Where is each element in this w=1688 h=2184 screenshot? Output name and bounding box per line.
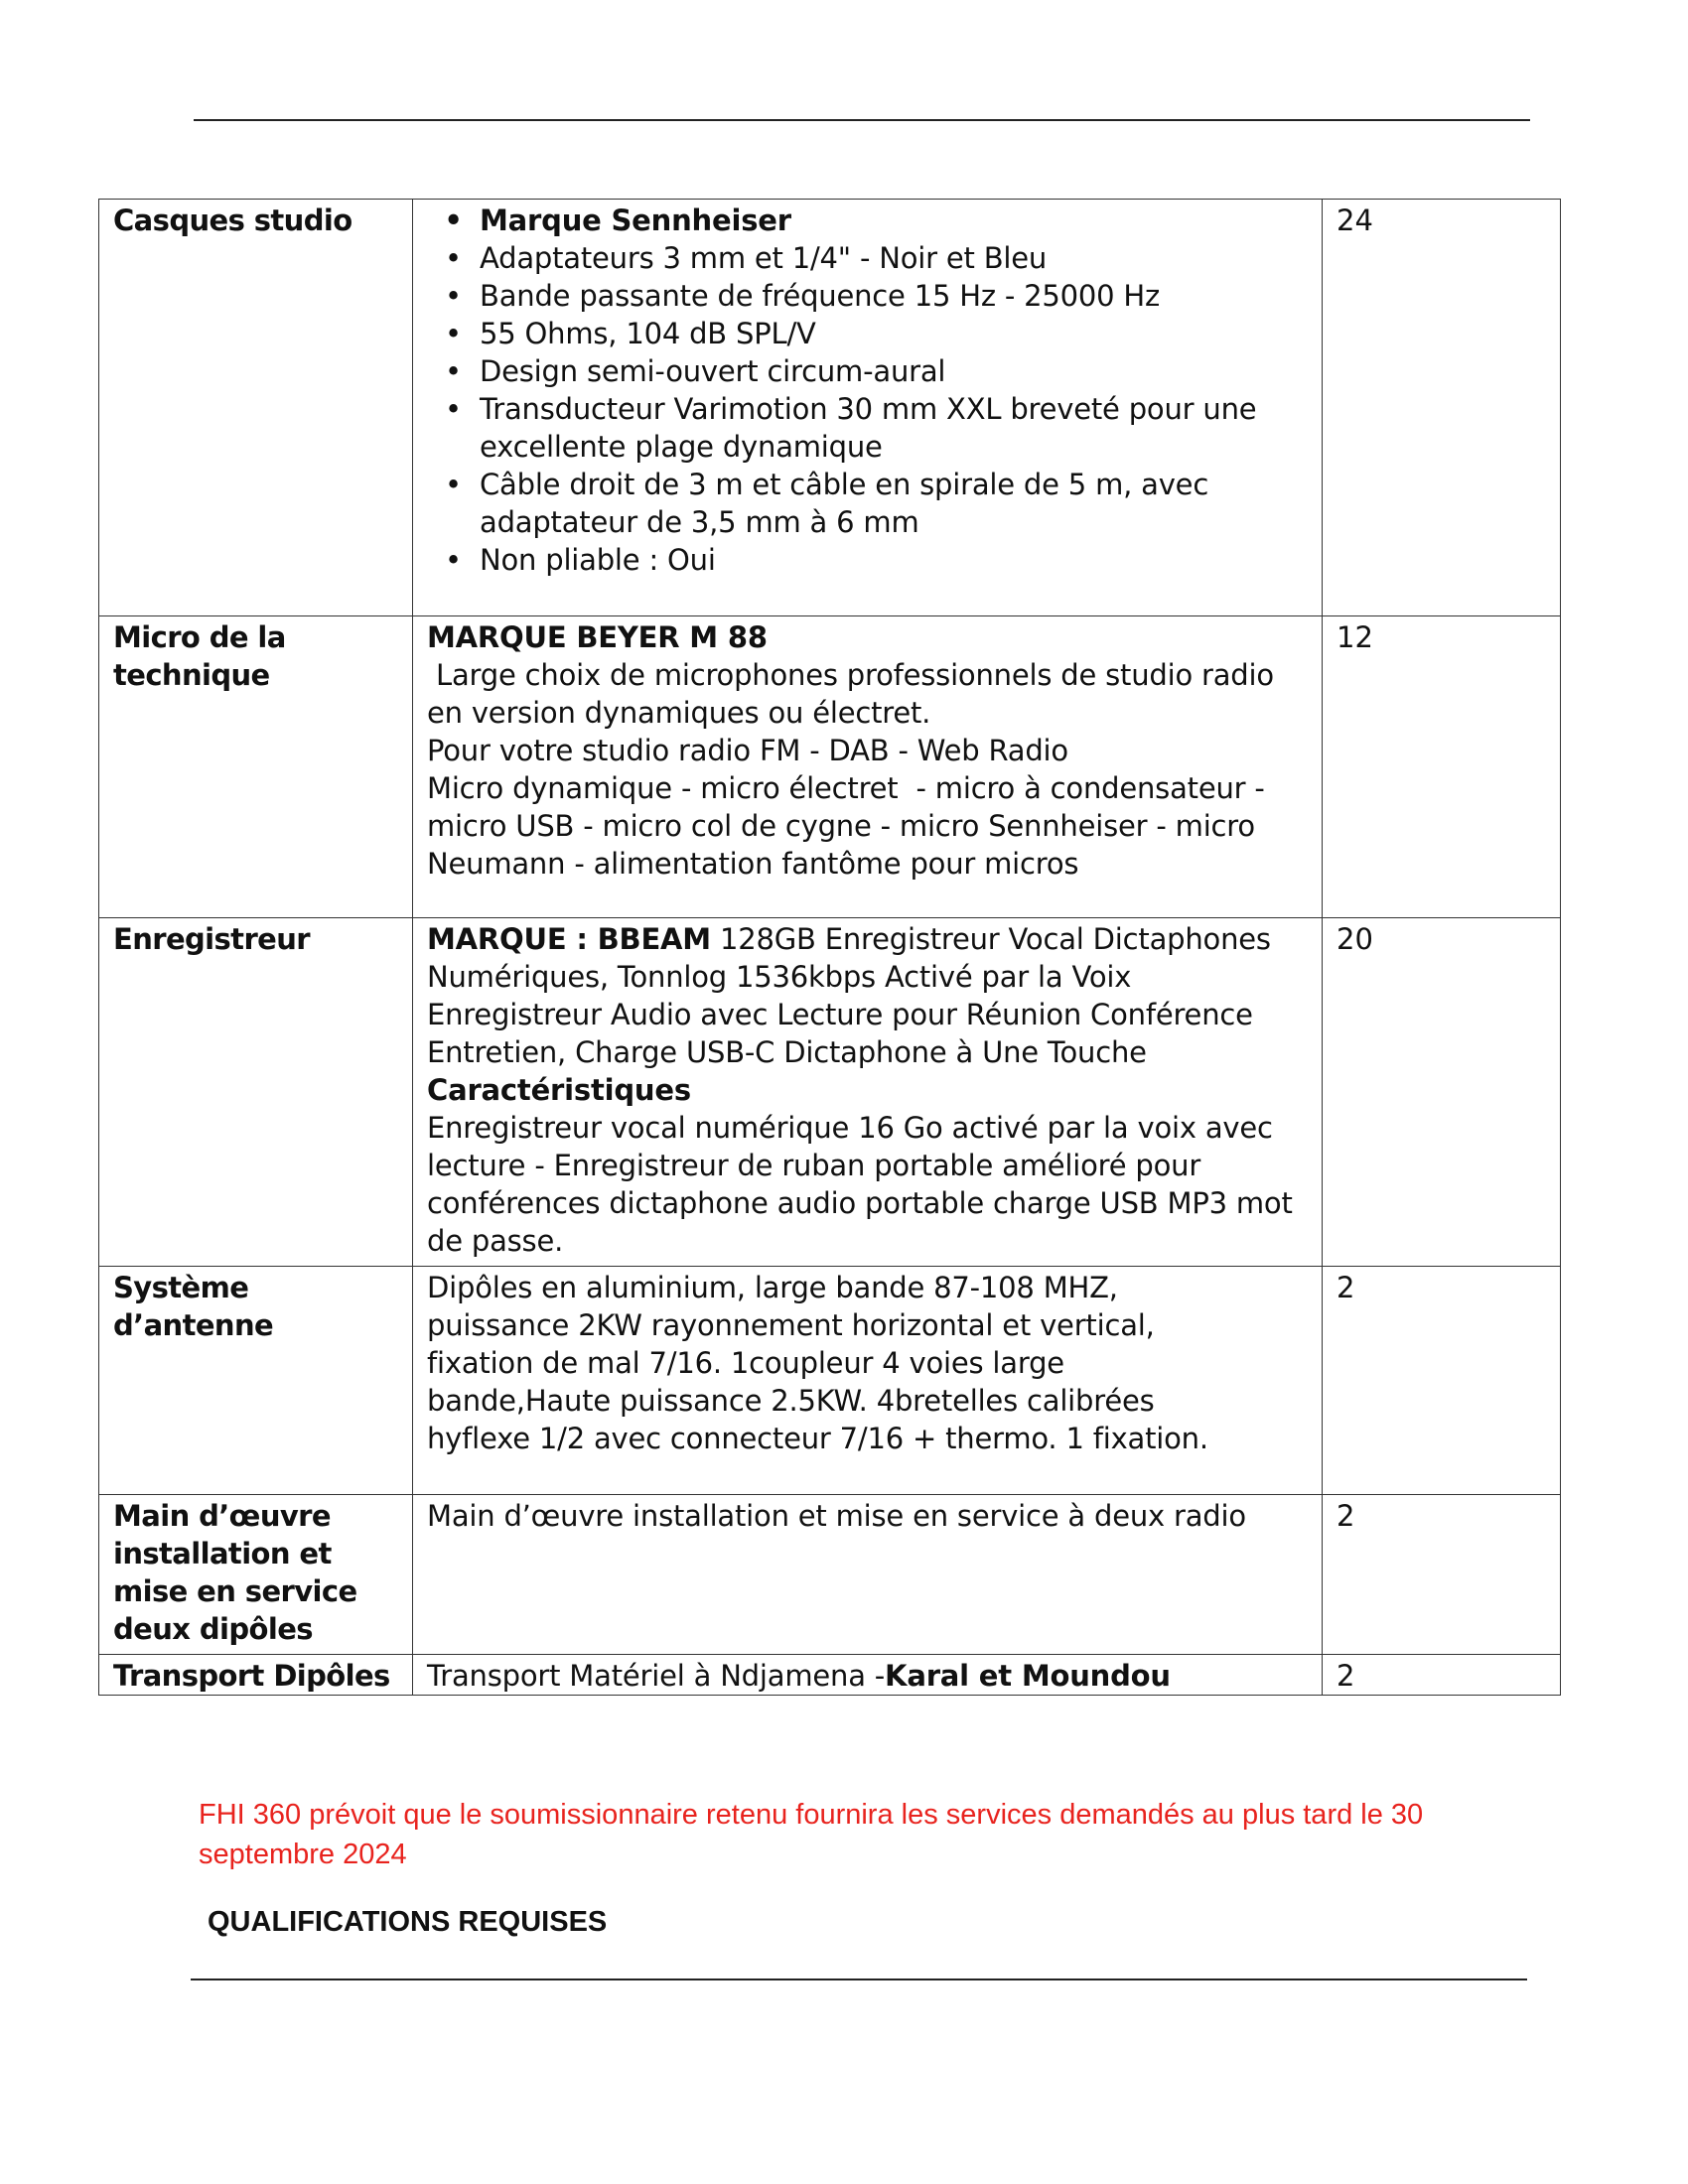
footer-rule bbox=[191, 1979, 1527, 1980]
list-item: • 55 Ohms, 104 dB SPL/V bbox=[480, 315, 1308, 352]
item-cell: Micro de la technique bbox=[99, 616, 413, 918]
description-text: hyflexe 1/2 avec connecteur 7/16 + thermo. 1 fixation. bbox=[427, 1422, 1208, 1455]
header-rule bbox=[194, 119, 1530, 121]
item-cell: Système d’antenne bbox=[99, 1267, 413, 1495]
item-cell: Transport Dipôles bbox=[99, 1655, 413, 1696]
list-item: • Transducteur Varimotion 30 mm XXL breveté pour une excellente plage dynamique bbox=[480, 390, 1308, 466]
description-text: Transport Matériel à Ndjamena - bbox=[427, 1659, 886, 1693]
list-item: • Marque Sennheiser bbox=[480, 202, 1308, 239]
quantity-cell: 20 bbox=[1323, 918, 1561, 1267]
quantity-cell: 24 bbox=[1323, 200, 1561, 616]
list-item: • Adaptateurs 3 mm et 1/4" - Noir et Bleu bbox=[480, 239, 1308, 277]
quantity-cell: 2 bbox=[1323, 1655, 1561, 1696]
item-cell: Casques studio bbox=[99, 200, 413, 616]
item-label: Main d’œuvre bbox=[113, 1499, 331, 1533]
item-cell bbox=[99, 1495, 413, 1655]
table-row bbox=[99, 1655, 1561, 1696]
list-item: • Design semi-ouvert circum-aural bbox=[480, 352, 1308, 390]
item-cell: Enregistreur bbox=[99, 918, 413, 1267]
list-item: • Non pliable : Oui bbox=[480, 541, 1308, 579]
quantity-cell: 2 bbox=[1323, 1495, 1561, 1655]
table-row bbox=[99, 1267, 1561, 1495]
description-text: fixation de mal 7/16. 1coupleur 4 voies large bbox=[427, 1346, 1064, 1380]
description-text: Micro dynamique - micro électret - micro à condensateur - micro USB - micro col de cygne - micro Sennheiser - micro Neumann - alimentation fantôme pour micros bbox=[427, 771, 1274, 881]
equipment-table bbox=[98, 199, 1561, 1696]
subtitle: Caractéristiques bbox=[427, 1073, 691, 1107]
item-label: mise en service bbox=[113, 1574, 357, 1608]
delivery-note: FHI 360 prévoit que le soumissionnaire retenu fournira les services demandés au plus tard le 30 septembre 2024 bbox=[199, 1799, 1424, 1870]
description-text: Pour votre studio radio FM - DAB - Web Radio bbox=[427, 734, 1068, 767]
description-text: puissance 2KW rayonnement horizontal et vertical, bbox=[427, 1308, 1155, 1342]
description-cell bbox=[413, 1267, 1323, 1495]
description-text: Dipôles en aluminium, large bande 87-108 MHZ, bbox=[427, 1271, 1118, 1304]
description-cell: Main d’œuvre installation et mise en service à deux radio bbox=[413, 1495, 1323, 1655]
item-label: installation et bbox=[113, 1537, 332, 1570]
spec-list bbox=[427, 202, 1308, 579]
table-row bbox=[99, 616, 1561, 918]
quantity-cell: 12 bbox=[1323, 616, 1561, 918]
description-cell bbox=[413, 200, 1323, 616]
description-text: Large choix de microphones professionnels de studio radio en version dynamiques ou électret. bbox=[427, 658, 1283, 730]
table-row bbox=[99, 918, 1561, 1267]
table-row bbox=[99, 1495, 1561, 1655]
description-cell bbox=[413, 918, 1323, 1267]
item-label: deux dipôles bbox=[113, 1612, 313, 1646]
description-cell bbox=[413, 1655, 1323, 1696]
brand-title: MARQUE : BBEAM bbox=[427, 922, 711, 956]
description-text: Enregistreur vocal numérique 16 Go activé par la voix avec lecture - Enregistreur de ruban portable amélioré pour conférences dictaphone audio portable charge USB MP3 mot de passe. bbox=[427, 1111, 1293, 1258]
list-item: • Câble droit de 3 m et câble en spirale de 5 m, avec adaptateur de 3,5 mm à 6 mm bbox=[480, 466, 1308, 541]
brand-title: MARQUE BEYER M 88 bbox=[427, 620, 768, 654]
table-row bbox=[99, 200, 1561, 616]
description-text: 128GB Enregistreur Vocal Dictaphones Numériques, Tonnlog 1536kbps Activé par la Voix Enregistreur Audio avec Lecture pour Réunion Conférence Entretien, Charge USB-C Dictaphone à Une Touche bbox=[427, 922, 1271, 1069]
list-item: • Bande passante de fréquence 15 Hz - 25000 Hz bbox=[480, 277, 1308, 315]
destination-text: Karal et Moundou bbox=[885, 1659, 1171, 1693]
section-heading: QUALIFICATIONS REQUISES bbox=[208, 1906, 608, 1938]
description-cell bbox=[413, 616, 1323, 918]
description-text: bande,Haute puissance 2.5KW. 4bretelles calibrées bbox=[427, 1384, 1155, 1418]
quantity-cell: 2 bbox=[1323, 1267, 1561, 1495]
